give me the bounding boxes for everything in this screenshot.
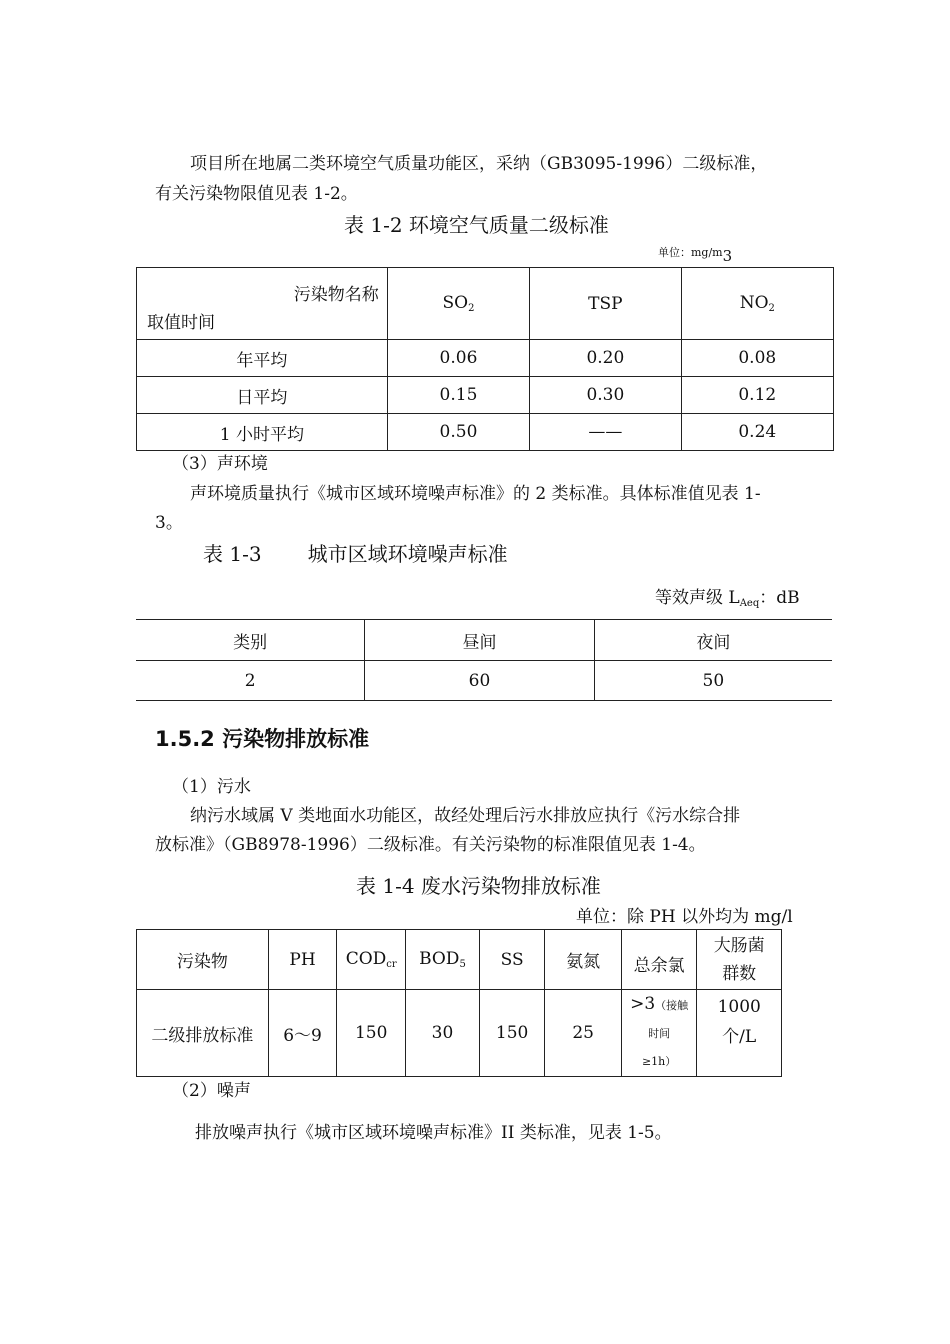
- col-header: 类别: [136, 620, 365, 661]
- cell: 0.15: [387, 377, 529, 414]
- col-header-so2: $SO_2$: [387, 268, 529, 340]
- cell: 60: [365, 661, 594, 701]
- cell: 0.08: [681, 340, 833, 377]
- para-line: 项目所在地属二类环境空气质量功能区，采纳（GB3095-1996）二级标准，: [190, 154, 768, 174]
- corner-header-cell: [137, 268, 388, 340]
- para-line: 声环境质量执行《城市区域环境噪声标准》的 2 类标准。具体标准值见表 1-: [190, 484, 761, 504]
- para-line: 3。: [155, 513, 183, 533]
- col-header: $COD_{cr}$: [337, 930, 406, 990]
- cell: 0.12: [681, 377, 833, 414]
- caption-text: 城市区域环境噪声标准: [307, 542, 508, 566]
- table-row: [137, 990, 782, 1077]
- cell: 2: [136, 661, 365, 701]
- sub-heading: （1）污水: [172, 777, 251, 797]
- col-header: 昼间: [365, 620, 594, 661]
- row-label: 年平均: [137, 340, 388, 377]
- cell: 6～9: [268, 990, 337, 1077]
- col-header: SS: [479, 930, 545, 990]
- cell: 25: [545, 990, 621, 1077]
- corner-bottom-label: 取值时间: [147, 313, 215, 333]
- cell: 50: [594, 661, 832, 701]
- section-title: 1.5.2 污染物排放标准: [155, 727, 370, 751]
- cell: ——: [530, 414, 681, 451]
- col-header: PH: [268, 930, 337, 990]
- col-header: 夜间: [594, 620, 832, 661]
- row-label: 日平均: [137, 377, 388, 414]
- para-line: 有关污染物限值见表 1-2。: [155, 184, 358, 204]
- wastewater-table: [136, 929, 782, 1077]
- col-header: 大肠菌 群数: [697, 930, 782, 990]
- table-row: [137, 340, 834, 377]
- col-header-tsp: TSP: [530, 268, 681, 340]
- noise-standard-table: [136, 619, 832, 701]
- table-unit: 等效声级 $L_{Aeq}$：dB: [655, 588, 800, 609]
- table-row: [137, 414, 834, 451]
- table-unit: [658, 242, 733, 265]
- col-header: $BOD_5$: [406, 930, 480, 990]
- row-label: 1 小时平均: [137, 414, 388, 451]
- col-header-no2: $NO_2$: [681, 268, 833, 340]
- cell: 0.20: [530, 340, 681, 377]
- table-unit: 单位：除 PH 以外均为 mg/l: [576, 907, 793, 927]
- row-label: 二级排放标准: [137, 990, 269, 1077]
- cell: 0.24: [681, 414, 833, 451]
- col-header: 氨氮: [545, 930, 621, 990]
- air-quality-table: [136, 267, 834, 451]
- caption-number: 表 1-3: [203, 542, 262, 566]
- cell: 150: [337, 990, 406, 1077]
- cell: 0.30: [530, 377, 681, 414]
- col-header: 总余氯: [621, 930, 697, 990]
- table-caption: 表 1-4 废水污染物排放标准: [356, 874, 601, 898]
- table-row: [137, 377, 834, 414]
- table-caption: [203, 538, 508, 567]
- para-line: 放标准》（GB8978-1996）二级标准。有关污染物的标准限值见表 1-4。: [155, 835, 706, 855]
- unit-text: 单位：mg/m: [658, 246, 723, 259]
- cell: 150: [479, 990, 545, 1077]
- unit-sup: 3: [722, 247, 733, 265]
- corner-top-label: 污染物名称: [293, 285, 379, 305]
- sub-heading: （2）噪声: [172, 1081, 251, 1101]
- col-header: 污染物: [137, 930, 269, 990]
- sub-heading: （3）声环境: [172, 454, 268, 474]
- para-line: 排放噪声执行《城市区域环境噪声标准》II 类标准，见表 1-5。: [195, 1123, 672, 1143]
- cell: 0.06: [387, 340, 529, 377]
- para-line: 纳污水域属 V 类地面水功能区，故经处理后污水排放应执行《污水综合排: [190, 806, 741, 826]
- table-row: [136, 661, 832, 701]
- cell: 0.50: [387, 414, 529, 451]
- table-caption: 表 1-2 环境空气质量二级标准: [344, 213, 609, 237]
- cell: 1000 个/L: [697, 990, 782, 1077]
- cell: >3（接触 时间 ≥1h）: [621, 990, 697, 1077]
- cell: 30: [406, 990, 480, 1077]
